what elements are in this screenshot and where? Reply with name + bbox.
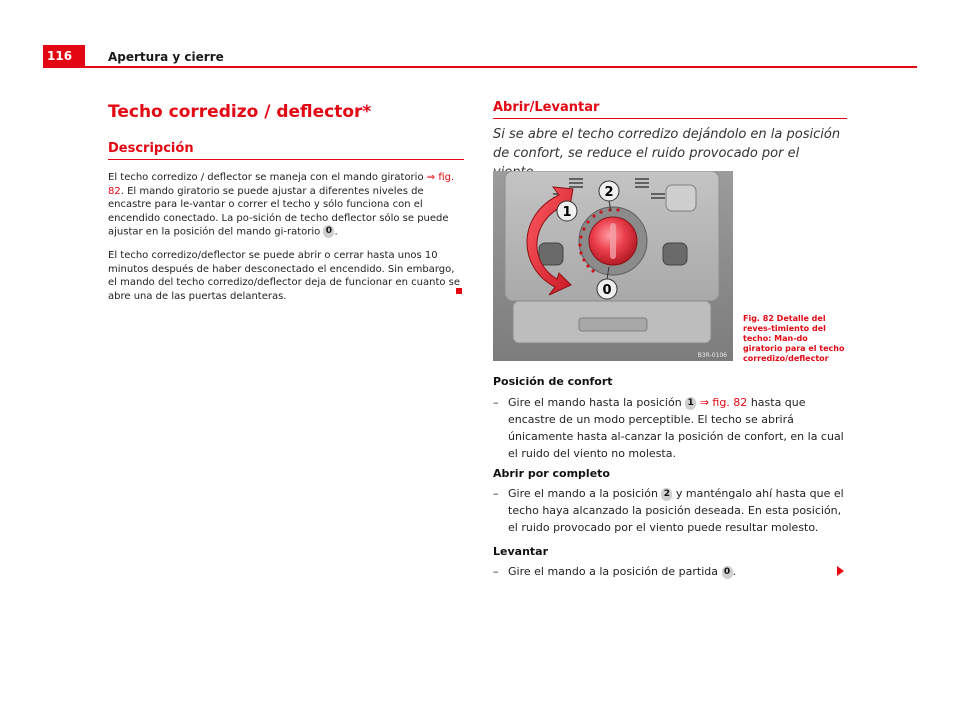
header-rule <box>43 66 917 68</box>
subsection-title: Descripción <box>108 141 194 156</box>
section-title: Techo corredizo / deflector* <box>108 102 372 122</box>
description-paragraph-2: El techo corredizo/deflector se puede abrir o cerrar hasta unos 10 minutos después de haber desconectado el encendido. Sin embargo, el mando del techo corredizo/deflector deja de funcionar en cuanto se abre una de las puertas delanteras. <box>108 250 461 302</box>
s1-pre: Gire el mando hasta la posición <box>508 396 682 409</box>
callout-1-label: 1 <box>562 205 572 220</box>
p1-text: El techo corredizo / deflector se maneja con el mando giratorio <box>108 172 424 183</box>
fig-ref-link[interactable]: ⇒ fig. 82 <box>108 172 455 197</box>
right-section-rule <box>493 118 847 119</box>
callout-0-label: 0 <box>602 283 612 298</box>
p1-end: . <box>334 226 338 238</box>
s3-end: . <box>732 565 736 578</box>
fig-ref-link-2[interactable]: ⇒ fig. 82 <box>699 396 748 409</box>
position-badge-0: 0 <box>323 225 334 238</box>
lamp-button <box>579 318 647 331</box>
position-badge-1: 1 <box>685 397 696 410</box>
figure-caption: Fig. 82 Detalle del reves-timiento del techo: Man-do giratorio para el techo corredizo/deflector <box>743 314 845 363</box>
subsection-rule <box>108 159 464 160</box>
s3-pre: Gire el mando a la posición de partida <box>508 565 718 578</box>
position-badge-2: 2 <box>661 488 672 501</box>
intro-text: Si se abre el techo corredizo dejándolo en la posición de confort, se reduce el ruido provocado por el <box>493 127 841 161</box>
label-open-fully: Abrir por completo <box>493 467 610 480</box>
knob-grip <box>610 223 616 259</box>
s2-pre: Gire el mando a la posición <box>508 487 658 500</box>
description-paragraph-1 <box>108 171 464 239</box>
running-header: Apertura y cierre <box>108 50 224 64</box>
callout-2-label: 2 <box>604 185 614 200</box>
image-code: B3R-0106 <box>697 352 727 359</box>
right-section-title: Abrir/Levantar <box>493 100 600 115</box>
step-comfort <box>493 394 847 462</box>
right-light-switch <box>663 243 687 265</box>
step-raise <box>493 563 847 580</box>
end-of-section-marker <box>456 288 462 294</box>
continue-arrow-icon <box>837 566 844 576</box>
s1-post: hasta que encastre de un modo perceptible. El techo se abrirá únicamente hasta al-canzar la posición de confort, en la cual el ruido del viento no molesta. <box>508 396 844 460</box>
p1-text2: . El mando giratorio se puede ajustar a diferentes niveles de encastre para le-vantar o correr el techo y sólo funciona con el encendido conectado. La po-sición de techo deflector sólo se puede ajustar en la posición del mando gi-ratorio <box>108 185 449 238</box>
dash: – <box>493 487 499 500</box>
step-open-fully <box>493 485 847 536</box>
dash: – <box>493 565 499 578</box>
dash: – <box>493 396 499 409</box>
label-comfort-position: Posición de confort <box>493 375 613 388</box>
sensor-button <box>666 185 696 211</box>
label-raise: Levantar <box>493 545 548 558</box>
left-light-switch <box>539 243 563 265</box>
position-badge-0-b: 0 <box>722 566 733 579</box>
page-number: 116 <box>43 45 85 67</box>
s2-post: y manténgalo ahí hasta que el techo haya alcanzado la posición deseada. En esta posición, el ruido provocado por el viento puede resultar molesto. <box>508 487 844 534</box>
sunroof-control-figure <box>493 171 733 361</box>
